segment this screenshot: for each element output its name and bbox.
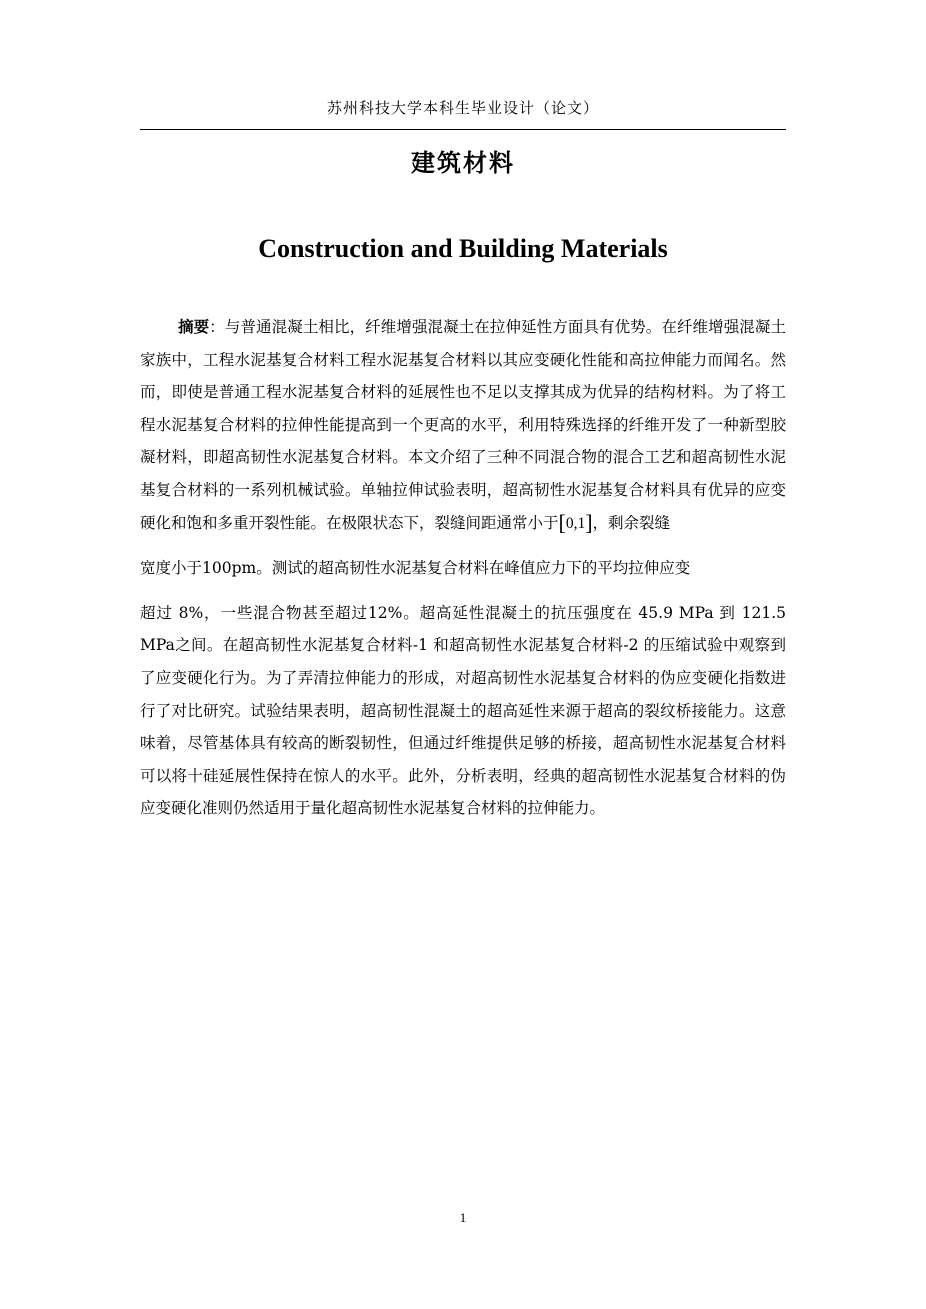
english-title: Construction and Building Materials [258, 234, 668, 263]
abstract-paragraph [140, 311, 786, 825]
abstract-text-part4: 超过 8%，一些混合物甚至超过12%。超高延性混凝土的抗压强度在 45.9 MPa 到 121.5 MPa之间。在超高韧性水泥基复合材料-1 和超高韧性水泥基复合材料-2 的压缩试验中观察到了应变硬化行为。为了弄清拉伸能力的形成，对超高韧性水泥基复合材料的伪应变硬化指数进行了对比研究。试验结果表明，超高韧性混凝土的超高延性来源于超高的裂纹桥接能力。这意味着，尽管基体具有较高的断裂韧性，但通过纤维提供足够的桥接，超高韧性水泥基复合材料可以将十硅延展性保持在惊人的水平。此外，分析表明，经典的超高韧性水泥基复合材料的伪应变硬化准则仍然适用于量化超高韧性水泥基复合材料的拉伸能力。 [140, 603, 786, 818]
chinese-title: 建筑材料 [411, 148, 515, 177]
interval-value: 0,1 [565, 514, 586, 532]
abstract-text-part3: 宽度小于100pm。测试的超高韧性水泥基复合材料在峰值应力下的平均拉伸应变 [140, 559, 691, 578]
formula-line-gap [140, 540, 786, 552]
abstract-label: 摘要 [178, 317, 210, 336]
abstract-text-part1: 与普通混凝土相比，纤维增强混凝土在拉伸延性方面具有优势。在纤维增强混凝土家族中，工程水泥基复合材料工程水泥基复合材料以其应变硬化性能和高拉伸能力而闻名。然而，即使是普通工程水泥基复合材料的延展性也不足以支撑其成为优异的结构材料。为了将工程水泥基复合材料的拉伸性能提高到一个更高的水平，利用特殊选择的纤维开发了一种新型胶凝材料，即超高韧性水泥基复合材料。本文介绍了三种不同混合物的混合工艺和超高韧性水泥基复合材料的一系列机械试验。单轴拉伸试验表明，超高韧性水泥基复合材料具有优异的应变硬化和饱和多重开裂性能。在极限状态下，裂缝间距通常小于 [140, 318, 786, 532]
abstract-text-part2: ，剩余裂缝 [592, 513, 671, 532]
interval-bracket-close: ] [585, 509, 593, 535]
interval-bracket-open: [ [558, 509, 566, 535]
header-rule [140, 129, 786, 130]
formula-line-gap-2 [140, 585, 786, 597]
abstract-colon: ： [209, 318, 225, 336]
running-header: 苏州科技大学本科生毕业设计（论文） [326, 99, 599, 117]
page-number: 1 [459, 1210, 467, 1225]
